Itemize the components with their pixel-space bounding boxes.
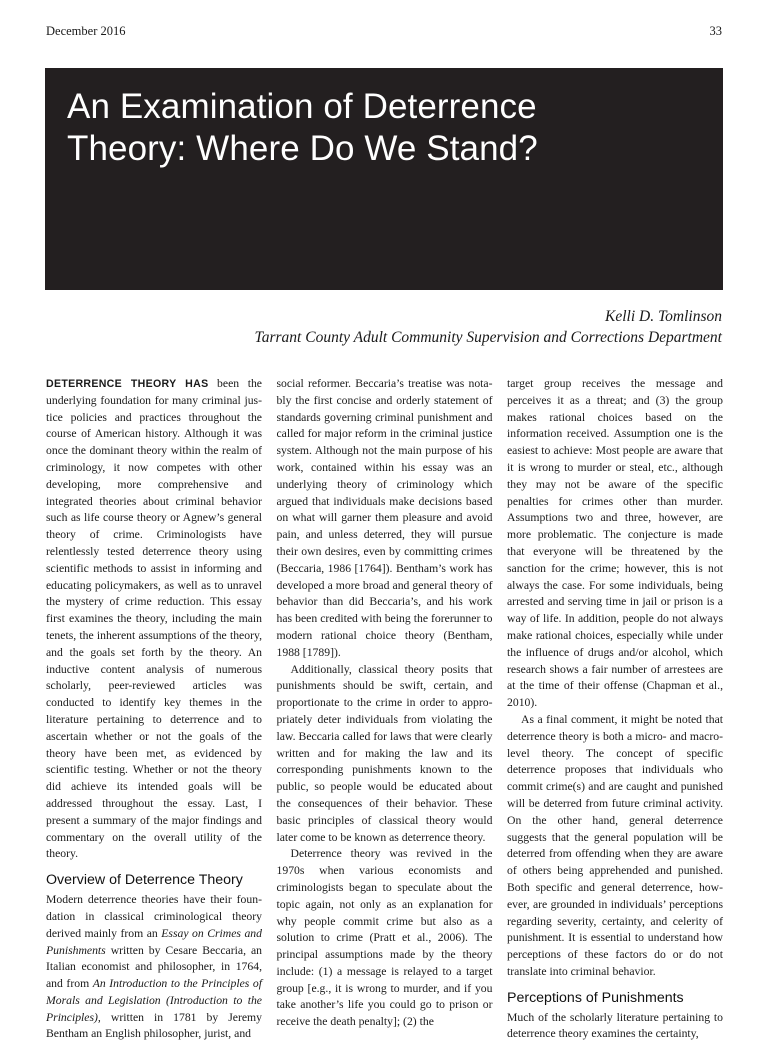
section-heading-overview: Overview of Deterrence Theory — [46, 872, 243, 889]
beccaria-work-title: Essay on Crimes and Punishments — [46, 926, 262, 957]
bentham-work-title: An Introduction to the Principles of Morals and Legislation (Introduction to the Principles), — [46, 977, 263, 1024]
paragraph: Much of the scholarly literature pertaining to deterrence theory examines the certainty, — [507, 1010, 723, 1041]
paragraph: As a final comment, it might be noted that deterrence theory is both a micro- and macro-level theory. The concept of specific deterrence proposes that individuals who commit crime(s) and are caught and punished will be deterred from future criminal activity. On the other hand, general deterrence suggests that the general population will be deterred from offending when they are aware of others being apprehended and punished. Both specific and general deterrence, however, are grounded in individuals’ perceptions regarding severity, certainty, and celerity of punishment. It is essential to understand how perceptions of these factors do or do not translate into criminal behavior. — [507, 712, 723, 978]
running-head — [46, 24, 722, 42]
article-title — [67, 86, 699, 170]
column-1 — [46, 376, 263, 1041]
title-line-1: An Examination of Deterrence — [67, 87, 537, 126]
byline — [255, 306, 722, 348]
issue-date: December 2016 — [46, 24, 126, 38]
overview-text-c: written in 1781 by Jeremy Bentham an English philosopher, jurist, and — [46, 1010, 262, 1041]
intro-text: been the underlying foundation for many criminal justice policies and practices throughout the course of American history. Although it was once the dominant theory within the realm of criminology, it now competes with other developing, more comprehensive and integrated theories about criminal behavior such as life course theory or Agnew’s general theory of crime. Criminologists have relentlessly tested deterrence theory using scientific methods to assist in informing and educating policymakers, as well as to unravel the mystery of crime reduction. This essay first examines the theory, including the main tenets, the inherent assumptions of the theory, and the goals set forth by the theory. An inductive content analysis of numerous scholarly, peer-reviewed articles was conducted to identify key themes in the literature pertaining to deterrence and to ascertain whether or not the goals of the theory have been met, as evidenced by scientific testing. Whether or not the theory did achieve its intended goals will be addressed throughout the essay. Last, I present a summary of the major findings and commentary on the overall utility of the theory. — [46, 377, 262, 861]
author-name: Kelli D. Tomlinson — [605, 308, 722, 325]
column-2 — [276, 376, 493, 1029]
title-line-2: Theory: Where Do We Stand? — [67, 129, 538, 168]
overview-text-b: written by Cesare Beccaria, an Italian economist and philosopher, in 1764, and from — [46, 943, 262, 991]
paragraph: Deterrence theory was revived in the 1970s when various economists and criminologists began to speculate about the topic again, not only as an explanation for why people commit crime but also as a solution to crime (Pratt et al., 2006). The principal assumptions made by the theory include: (1) a message is relayed to a target group [e.g., it is wrong to murder, and if you take another’s life you could go to prison or receive the death penalty]; (2) the — [276, 847, 493, 1029]
article-title-banner — [45, 68, 723, 290]
overview-paragraph — [46, 892, 262, 1043]
author-affiliation: Tarrant County Adult Community Supervision and Corrections Department — [254, 329, 722, 346]
page-number: 33 — [709, 24, 722, 38]
paragraph: social reformer. Beccaria’s treatise was notably the first concise and orderly statement of standards governing criminal punishment and called for major reform in the criminal justice system. Although not the main purpose of his work, contained within his essay was an underlying theory of criminology which argued that individuals make decisions based on what will garner them pleasure and avoid pain, and unless deterred, they will pursue their own desires, even by committing crimes (Beccaria, 1986 [1764]). Bentham’s work has developed a more broad and general theory of behavior than did Beccaria’s, and his work has been credited with being the forerunner to modern rational choice theory (Bentham, 1988 [1789]). — [276, 377, 493, 659]
paragraph: target group receives the message and perceives it as a threat; and (3) the group makes rational choices based on the information received. Assumption one is the easiest to achieve: Most people are aware that it is wrong to murder or steal, etc., although they may not be aware of the specific penalties for crimes other than murder. Assumptions two and three, however, are more problematic. The conjecture is made that everyone will be threatened by the sanction for the crime; however, this is not always the case. For some individuals, being arrested and serving time in jail or prison is a way of life. In addition, people do not always make rational choices, especially while under the influence of drugs and/or alcohol, which research shows a fair number of arrestees are at the time of their offense (Chapman et al., 2010). — [507, 377, 723, 710]
article-body — [46, 376, 723, 1041]
intro-paragraph — [46, 376, 262, 863]
lead-in: DETERRENCE THEORY HAS — [46, 378, 209, 390]
paragraph: Additionally, classical theory posits that punishments should be swift, certain, and proportionate to the crime in order to appropriately deter individuals from violating the law. Beccaria called for laws that were clearly written and for making the law and its corresponding punishments known to the public, so people would be educated about the consequences of their behavior. These basic principles of classical theory would later come to be known as deterrence theory. — [276, 662, 493, 844]
overview-text-a: Modern deterrence theories have their foundation in classical criminological theory derived mainly from an — [46, 893, 262, 940]
column-3 — [507, 376, 723, 1041]
section-heading-perceptions: Perceptions of Punishments — [507, 989, 684, 1006]
